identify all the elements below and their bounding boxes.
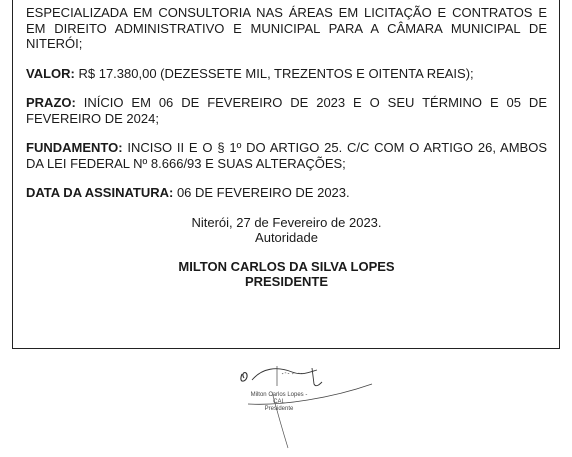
stamp-name-text: Milton Carlos Lopes - CAL: [250, 392, 308, 405]
fundamento-label: FUNDAMENTO:: [26, 140, 123, 155]
prazo-label: PRAZO:: [26, 95, 76, 110]
signature-stamp: [244, 392, 314, 413]
data-assinatura-label: DATA DA ASSINATURA:: [26, 185, 174, 200]
data-assinatura-paragraph: [26, 185, 547, 201]
prazo-text: INÍCIO EM 06 DE FEVEREIRO DE 2023 E O SEU TÉRMINO E 05 DE FEVEREIRO DE 2024;: [26, 95, 547, 126]
stamp-title-text: Presidente: [264, 406, 294, 412]
fundamento-text: INCISO II E O § 1º DO ARTIGO 25. C/C COM O ARTIGO 26, AMBOS DA LEI FEDERAL Nº 8.666/93 E SUAS ALTERAÇÕES;: [26, 140, 547, 171]
document-box: [12, 0, 560, 349]
place-date: Niterói, 27 de Fevereiro de 2023.: [191, 214, 382, 230]
valor-text: R$ 17.380,00 (DEZESSETE MIL, TREZENTOS E OITENTA REAIS);: [74, 65, 474, 81]
valor-paragraph: [26, 66, 547, 82]
authority-label: Autoridade: [255, 230, 318, 245]
fundamento-paragraph: [26, 140, 547, 171]
signer-block: [26, 259, 547, 289]
signer-title: PRESIDENTE: [244, 273, 329, 289]
valor-label: VALOR:: [26, 65, 75, 81]
handwritten-signature: [222, 362, 382, 457]
data-assinatura-text: 06 DE FEVEREIRO DE 2023.: [173, 185, 350, 200]
intro-paragraph: ESPECIALIZADA EM CONSULTORIA NAS ÁREAS EM LICITAÇÃO E CONTRATOS E EM DIREITO ADMINISTRATIVO E MUNICIPAL PARA A CÂMARA MUNICIPAL DE NITERÓI;: [26, 5, 547, 51]
prazo-paragraph: [26, 95, 547, 126]
signer-name: MILTON CARLOS DA SILVA LOPES: [178, 258, 395, 274]
